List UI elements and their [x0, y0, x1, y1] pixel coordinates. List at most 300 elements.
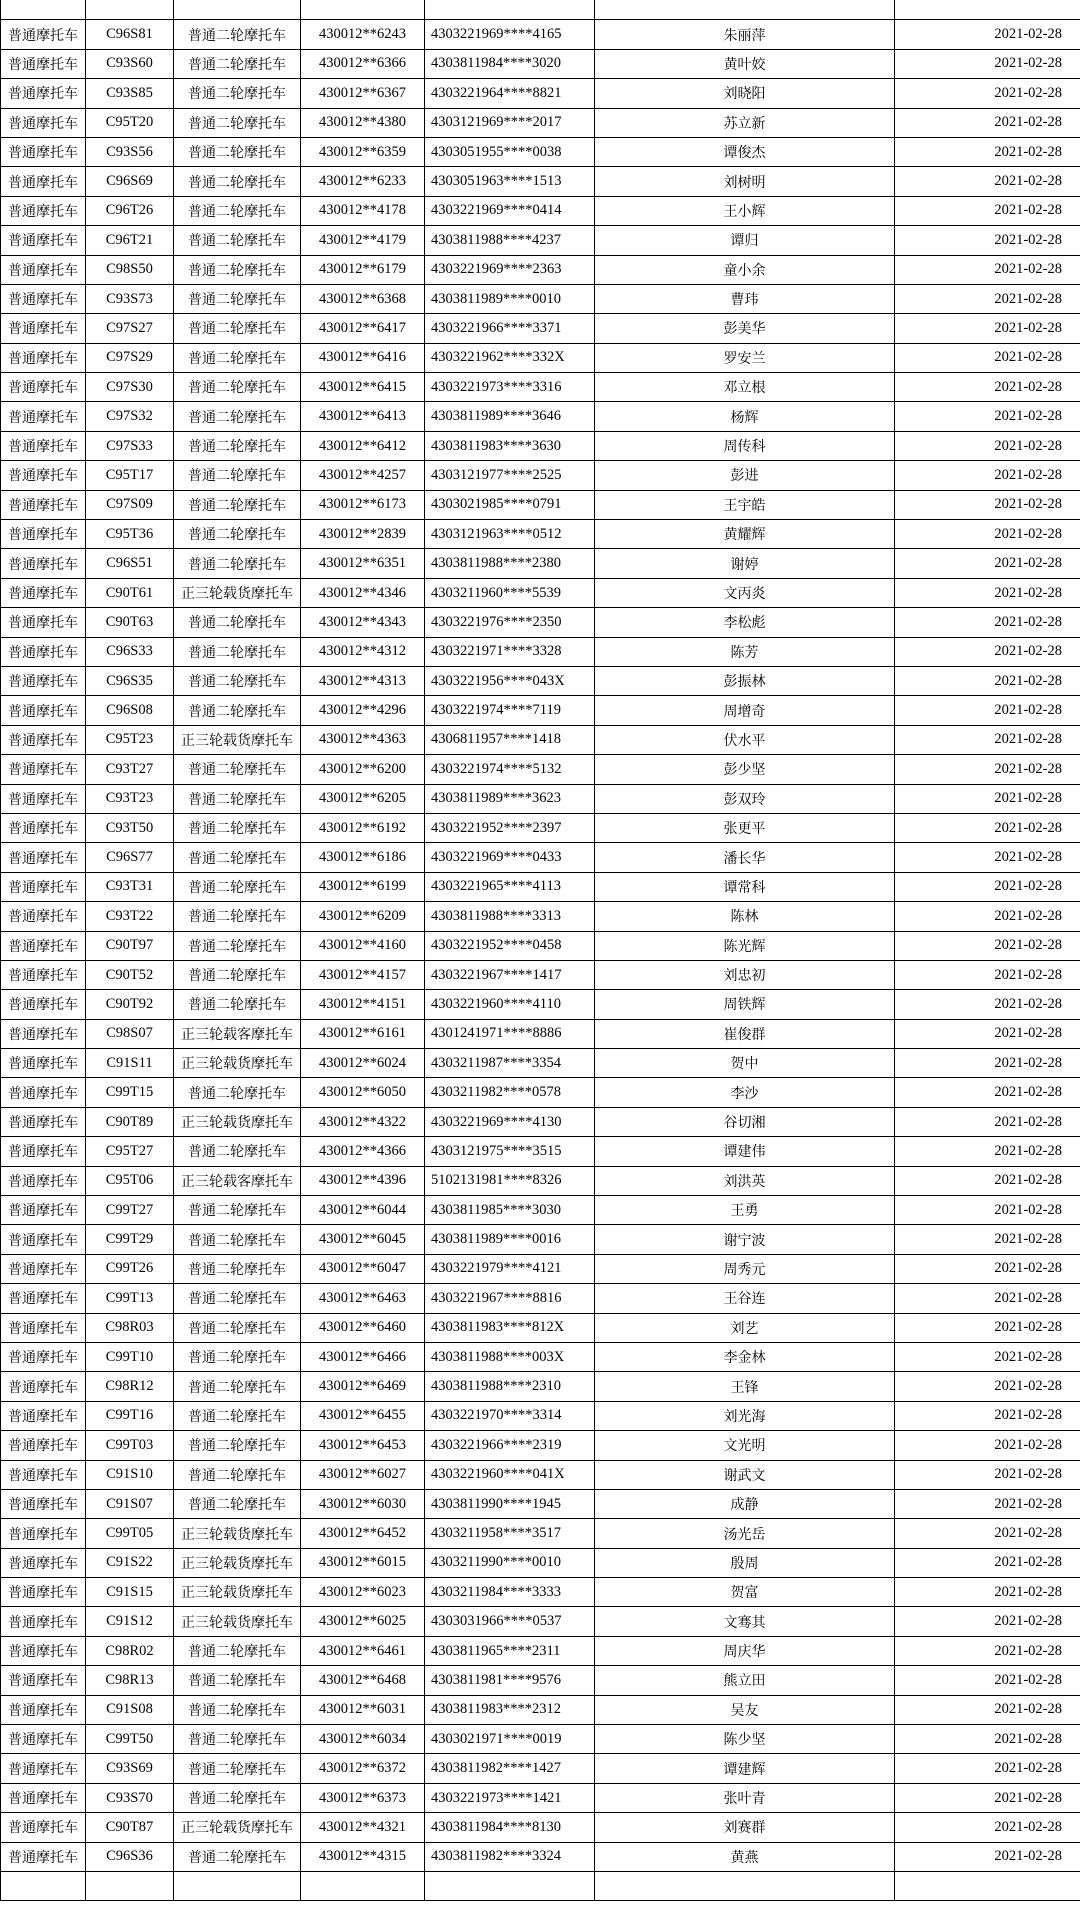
- vehicle-type-cell: 正三轮载货摩托车: [174, 1049, 301, 1078]
- plate-number-cell: 430012**6412: [301, 431, 425, 460]
- license-class-cell: 普通摩托车: [1, 1225, 86, 1254]
- id-number-cell: 4303211990****0010: [425, 1548, 595, 1577]
- plate-number-cell: 430012**6351: [301, 549, 425, 578]
- vehicle-type-cell: 普通二轮摩托车: [174, 1342, 301, 1371]
- exam-session-cell: C99T10: [86, 1342, 174, 1371]
- vehicle-type-cell: 普通二轮摩托车: [174, 784, 301, 813]
- license-class-cell: 普通摩托车: [1, 608, 86, 637]
- plate-number-cell: 430012**6359: [301, 137, 425, 166]
- name-cell: 陈少坚: [595, 1725, 895, 1754]
- exam-date-cell: 2021-02-28: [895, 725, 1080, 754]
- id-number-cell: 4303221967****8816: [425, 1284, 595, 1313]
- vehicle-type-cell: 普通二轮摩托车: [174, 755, 301, 784]
- exam-session-cell: C99T27: [86, 1196, 174, 1225]
- exam-date-cell: 2021-02-28: [895, 520, 1080, 549]
- id-number-cell: 5102131981****8326: [425, 1166, 595, 1195]
- exam-date-cell: 2021-02-28: [895, 1460, 1080, 1489]
- name-cell: 彭少坚: [595, 755, 895, 784]
- table-row: [1, 402, 1080, 431]
- vehicle-type-cell: 普通二轮摩托车: [174, 226, 301, 255]
- vehicle-type-cell: 普通二轮摩托车: [174, 666, 301, 695]
- id-number-cell: 4303221970****3314: [425, 1401, 595, 1430]
- name-cell: 刘艺: [595, 1313, 895, 1342]
- license-class-cell: 普通摩托车: [1, 1519, 86, 1548]
- exam-date-cell: 2021-02-28: [895, 20, 1080, 49]
- table-row: [1, 1313, 1080, 1342]
- exam-session-cell: C90T63: [86, 608, 174, 637]
- id-number-cell: 4303221967****1417: [425, 960, 595, 989]
- vehicle-type-cell: 普通二轮摩托车: [174, 1078, 301, 1107]
- name-cell: 吴友: [595, 1695, 895, 1724]
- table-row: [1, 1284, 1080, 1313]
- license-class-cell: [1, 0, 86, 20]
- exam-date-cell: 2021-02-28: [895, 696, 1080, 725]
- license-class-cell: 普通摩托车: [1, 490, 86, 519]
- table-row: [1, 1460, 1080, 1489]
- exam-date-cell: 2021-02-28: [895, 608, 1080, 637]
- id-number-cell: 4303221962****332X: [425, 343, 595, 372]
- table-row: [1, 1548, 1080, 1577]
- exam-date-cell: 2021-02-28: [895, 990, 1080, 1019]
- exam-date-cell: 2021-02-28: [895, 343, 1080, 372]
- plate-number-cell: 430012**4315: [301, 1842, 425, 1871]
- table-row: [1, 1578, 1080, 1607]
- name-cell: 谷切湘: [595, 1107, 895, 1136]
- id-number-cell: 4303811989****0010: [425, 284, 595, 313]
- vehicle-type-cell: 普通二轮摩托车: [174, 343, 301, 372]
- plate-number-cell: 430012**4380: [301, 108, 425, 137]
- license-class-cell: 普通摩托车: [1, 1107, 86, 1136]
- license-class-cell: 普通摩托车: [1, 1842, 86, 1871]
- plate-number-cell: 430012**6415: [301, 373, 425, 402]
- vehicle-type-cell: 普通二轮摩托车: [174, 167, 301, 196]
- name-cell: 谭建辉: [595, 1754, 895, 1783]
- exam-session-cell: C91S08: [86, 1695, 174, 1724]
- vehicle-type-cell: 普通二轮摩托车: [174, 1137, 301, 1166]
- exam-session-cell: C90T97: [86, 931, 174, 960]
- exam-session-cell: C98R02: [86, 1636, 174, 1665]
- license-class-cell: 普通摩托车: [1, 843, 86, 872]
- license-class-cell: 普通摩托车: [1, 1137, 86, 1166]
- plate-number-cell: 430012**6368: [301, 284, 425, 313]
- exam-date-cell: [895, 0, 1080, 20]
- name-cell: 熊立田: [595, 1666, 895, 1695]
- vehicle-type-cell: 正三轮载货摩托车: [174, 1548, 301, 1577]
- id-number-cell: 4303221952****2397: [425, 813, 595, 842]
- plate-number-cell: 430012**4313: [301, 666, 425, 695]
- name-cell: 周庆华: [595, 1636, 895, 1665]
- table-row: [1, 1254, 1080, 1283]
- id-number-cell: 4303121963****0512: [425, 520, 595, 549]
- table-row: [1, 490, 1080, 519]
- exam-session-cell: C93S69: [86, 1754, 174, 1783]
- license-class-cell: 普通摩托车: [1, 1372, 86, 1401]
- exam-session-cell: C96S69: [86, 167, 174, 196]
- exam-session-cell: C90T89: [86, 1107, 174, 1136]
- exam-session-cell: C98S07: [86, 1019, 174, 1048]
- license-class-cell: 普通摩托车: [1, 1783, 86, 1812]
- exam-session-cell: C96S36: [86, 1842, 174, 1871]
- table-row: [1, 314, 1080, 343]
- exam-session-cell: C95T23: [86, 725, 174, 754]
- vehicle-type-cell: 普通二轮摩托车: [174, 1636, 301, 1665]
- id-number-cell: 4303121969****2017: [425, 108, 595, 137]
- license-class-cell: 普通摩托车: [1, 1049, 86, 1078]
- id-number-cell: 4303221979****4121: [425, 1254, 595, 1283]
- name-cell: 文光明: [595, 1431, 895, 1460]
- name-cell: 王谷连: [595, 1284, 895, 1313]
- exam-date-cell: 2021-02-28: [895, 1372, 1080, 1401]
- exam-date-cell: 2021-02-28: [895, 1401, 1080, 1430]
- table-row: [1, 902, 1080, 931]
- id-number-cell: 4303221969****4130: [425, 1107, 595, 1136]
- exam-date-cell: 2021-02-28: [895, 1842, 1080, 1871]
- id-number-cell: 4303221969****4165: [425, 20, 595, 49]
- license-class-cell: 普通摩托车: [1, 1754, 86, 1783]
- license-class-cell: 普通摩托车: [1, 1431, 86, 1460]
- exam-session-cell: [86, 0, 174, 20]
- exam-session-cell: C95T06: [86, 1166, 174, 1195]
- license-class-cell: 普通摩托车: [1, 1166, 86, 1195]
- table-row: [1, 49, 1080, 78]
- vehicle-type-cell: 普通二轮摩托车: [174, 1725, 301, 1754]
- name-cell: 王勇: [595, 1196, 895, 1225]
- name-cell: 周增奇: [595, 696, 895, 725]
- vehicle-type-cell: 正三轮载货摩托车: [174, 1519, 301, 1548]
- exam-session-cell: C91S12: [86, 1607, 174, 1636]
- vehicle-type-cell: 普通二轮摩托车: [174, 843, 301, 872]
- table-row: [1, 549, 1080, 578]
- table-row: [1, 520, 1080, 549]
- exam-date-cell: 2021-02-28: [895, 402, 1080, 431]
- name-cell: 彭美华: [595, 314, 895, 343]
- vehicle-type-cell: 正三轮载客摩托车: [174, 1166, 301, 1195]
- plate-number-cell: 430012**6034: [301, 1725, 425, 1754]
- exam-session-cell: C99T50: [86, 1725, 174, 1754]
- vehicle-type-cell: 普通二轮摩托车: [174, 1783, 301, 1812]
- plate-number-cell: 430012**4322: [301, 1107, 425, 1136]
- license-class-cell: 普通摩托车: [1, 343, 86, 372]
- name-cell: 崔俊群: [595, 1019, 895, 1048]
- name-cell: 谢宁波: [595, 1225, 895, 1254]
- id-number-cell: 4306811957****1418: [425, 725, 595, 754]
- vehicle-type-cell: 普通二轮摩托车: [174, 461, 301, 490]
- id-number-cell: 4303811983****812X: [425, 1313, 595, 1342]
- license-class-cell: 普通摩托车: [1, 1578, 86, 1607]
- id-number-cell: 4303121977****2525: [425, 461, 595, 490]
- exam-session-cell: [86, 1872, 174, 1901]
- license-class-cell: 普通摩托车: [1, 813, 86, 842]
- exam-session-cell: C95T27: [86, 1137, 174, 1166]
- name-cell: 童小余: [595, 255, 895, 284]
- exam-session-cell: C96S51: [86, 549, 174, 578]
- vehicle-type-cell: 正三轮载货摩托车: [174, 578, 301, 607]
- id-number-cell: 4303221965****4113: [425, 872, 595, 901]
- plate-number-cell: 430012**6416: [301, 343, 425, 372]
- exam-date-cell: [895, 1872, 1080, 1901]
- exam-session-cell: C96S35: [86, 666, 174, 695]
- exam-date-cell: 2021-02-28: [895, 1607, 1080, 1636]
- name-cell: 黄耀辉: [595, 520, 895, 549]
- table-row: [1, 167, 1080, 196]
- name-cell: 刘忠初: [595, 960, 895, 989]
- table-row: [1, 608, 1080, 637]
- table-row: [1, 696, 1080, 725]
- plate-number-cell: 430012**6233: [301, 167, 425, 196]
- id-number-cell: 4303221974****5132: [425, 755, 595, 784]
- exam-date-cell: 2021-02-28: [895, 490, 1080, 519]
- vehicle-type-cell: 普通二轮摩托车: [174, 637, 301, 666]
- id-number-cell: 4301241971****8886: [425, 1019, 595, 1048]
- id-number-cell: 4303221969****0433: [425, 843, 595, 872]
- plate-number-cell: 430012**4343: [301, 608, 425, 637]
- exam-date-cell: 2021-02-28: [895, 49, 1080, 78]
- table-row: [1, 431, 1080, 460]
- vehicle-type-cell: 普通二轮摩托车: [174, 1695, 301, 1724]
- plate-number-cell: 430012**6243: [301, 20, 425, 49]
- exam-date-cell: 2021-02-28: [895, 1431, 1080, 1460]
- plate-number-cell: 430012**6373: [301, 1783, 425, 1812]
- exam-date-cell: 2021-02-28: [895, 1548, 1080, 1577]
- plate-number-cell: 430012**6031: [301, 1695, 425, 1724]
- plate-number-cell: 430012**6413: [301, 402, 425, 431]
- name-cell: 黄叶姣: [595, 49, 895, 78]
- exam-session-cell: C98S50: [86, 255, 174, 284]
- license-class-cell: 普通摩托车: [1, 1725, 86, 1754]
- license-class-cell: 普通摩托车: [1, 255, 86, 284]
- name-cell: 李沙: [595, 1078, 895, 1107]
- license-class-cell: 普通摩托车: [1, 79, 86, 108]
- exam-date-cell: 2021-02-28: [895, 1313, 1080, 1342]
- id-number-cell: 4303221974****7119: [425, 696, 595, 725]
- license-class-cell: 普通摩托车: [1, 167, 86, 196]
- name-cell: 殷周: [595, 1548, 895, 1577]
- name-cell: 杨辉: [595, 402, 895, 431]
- id-number-cell: 4303211984****3333: [425, 1578, 595, 1607]
- vehicle-type-cell: 普通二轮摩托车: [174, 402, 301, 431]
- table-row: [1, 461, 1080, 490]
- id-number-cell: 4303221976****2350: [425, 608, 595, 637]
- id-number-cell: 4303811988****2310: [425, 1372, 595, 1401]
- exam-session-cell: C97S33: [86, 431, 174, 460]
- table-row: [1, 196, 1080, 225]
- name-cell: 张叶青: [595, 1783, 895, 1812]
- table-row: [1, 1666, 1080, 1695]
- table-row: [1, 1225, 1080, 1254]
- exam-date-cell: 2021-02-28: [895, 314, 1080, 343]
- name-cell: 彭双玲: [595, 784, 895, 813]
- plate-number-cell: 430012**6199: [301, 872, 425, 901]
- vehicle-type-cell: 普通二轮摩托车: [174, 520, 301, 549]
- id-number-cell: 4303051963****1513: [425, 167, 595, 196]
- plate-number-cell: 430012**6179: [301, 255, 425, 284]
- license-class-cell: 普通摩托车: [1, 1695, 86, 1724]
- table-row: [1, 1166, 1080, 1195]
- vehicle-type-cell: 普通二轮摩托车: [174, 1842, 301, 1871]
- exam-session-cell: C93S56: [86, 137, 174, 166]
- exam-date-cell: 2021-02-28: [895, 1695, 1080, 1724]
- id-number-cell: 4303031966****0537: [425, 1607, 595, 1636]
- exam-date-cell: 2021-02-28: [895, 373, 1080, 402]
- vehicle-type-cell: 普通二轮摩托车: [174, 1284, 301, 1313]
- vehicle-type-cell: 普通二轮摩托车: [174, 1666, 301, 1695]
- exam-date-cell: 2021-02-28: [895, 1783, 1080, 1812]
- license-class-cell: 普通摩托车: [1, 725, 86, 754]
- vehicle-type-cell: 正三轮载货摩托车: [174, 1578, 301, 1607]
- id-number-cell: 4303811990****1945: [425, 1489, 595, 1518]
- exam-session-cell: C91S07: [86, 1489, 174, 1518]
- plate-number-cell: 430012**4366: [301, 1137, 425, 1166]
- table-row: [1, 108, 1080, 137]
- id-number-cell: 4303811988****2380: [425, 549, 595, 578]
- plate-number-cell: 430012**6161: [301, 1019, 425, 1048]
- license-class-cell: 普通摩托车: [1, 314, 86, 343]
- exam-date-cell: 2021-02-28: [895, 1078, 1080, 1107]
- exam-session-cell: C99T05: [86, 1519, 174, 1548]
- license-class-cell: 普通摩托车: [1, 1254, 86, 1283]
- table-row: [1, 343, 1080, 372]
- id-number-cell: 4303811989****0016: [425, 1225, 595, 1254]
- name-cell: 谭建伟: [595, 1137, 895, 1166]
- name-cell: 文骞其: [595, 1607, 895, 1636]
- plate-number-cell: 430012**6173: [301, 490, 425, 519]
- vehicle-type-cell: 普通二轮摩托车: [174, 137, 301, 166]
- name-cell: 贺中: [595, 1049, 895, 1078]
- vehicle-type-cell: 普通二轮摩托车: [174, 373, 301, 402]
- exam-date-cell: 2021-02-28: [895, 1166, 1080, 1195]
- plate-number-cell: 430012**6417: [301, 314, 425, 343]
- name-cell: 贺富: [595, 1578, 895, 1607]
- license-class-cell: 普通摩托车: [1, 578, 86, 607]
- table-row: [1, 1107, 1080, 1136]
- license-class-cell: 普通摩托车: [1, 902, 86, 931]
- exam-date-cell: 2021-02-28: [895, 666, 1080, 695]
- id-number-cell: [425, 0, 595, 20]
- exam-date-cell: 2021-02-28: [895, 902, 1080, 931]
- exam-date-cell: 2021-02-28: [895, 1725, 1080, 1754]
- id-number-cell: 4303221956****043X: [425, 666, 595, 695]
- exam-session-cell: C97S29: [86, 343, 174, 372]
- table-row: [1, 1519, 1080, 1548]
- exam-session-cell: C91S10: [86, 1460, 174, 1489]
- name-cell: 潘长华: [595, 843, 895, 872]
- exam-session-cell: C99T13: [86, 1284, 174, 1313]
- table-row: [1, 255, 1080, 284]
- license-class-cell: 普通摩托车: [1, 20, 86, 49]
- id-number-cell: 4303211982****0578: [425, 1078, 595, 1107]
- table-row: [1, 931, 1080, 960]
- name-cell: 曹玮: [595, 284, 895, 313]
- vehicle-type-cell: 正三轮载货摩托车: [174, 1107, 301, 1136]
- vehicle-type-cell: 普通二轮摩托车: [174, 1254, 301, 1283]
- id-number-cell: 4303811982****1427: [425, 1754, 595, 1783]
- exam-date-cell: 2021-02-28: [895, 1666, 1080, 1695]
- exam-session-cell: C99T29: [86, 1225, 174, 1254]
- table-row: [1, 1636, 1080, 1665]
- plate-number-cell: 430012**6015: [301, 1548, 425, 1577]
- plate-number-cell: 430012**6453: [301, 1431, 425, 1460]
- vehicle-type-cell: 普通二轮摩托车: [174, 813, 301, 842]
- table-row: [1, 1401, 1080, 1430]
- license-class-cell: 普通摩托车: [1, 49, 86, 78]
- exam-session-cell: C93T23: [86, 784, 174, 813]
- exam-session-cell: C90T87: [86, 1813, 174, 1842]
- exam-session-cell: C98R03: [86, 1313, 174, 1342]
- plate-number-cell: 430012**6461: [301, 1636, 425, 1665]
- table-row: [1, 1137, 1080, 1166]
- table-row: [1, 79, 1080, 108]
- id-number-cell: 4303811983****2312: [425, 1695, 595, 1724]
- id-number-cell: 4303051955****0038: [425, 137, 595, 166]
- license-class-cell: 普通摩托车: [1, 1813, 86, 1842]
- exam-date-cell: 2021-02-28: [895, 813, 1080, 842]
- id-number-cell: 4303811981****9576: [425, 1666, 595, 1695]
- plate-number-cell: 430012**4257: [301, 461, 425, 490]
- name-cell: [595, 1872, 895, 1901]
- exam-date-cell: 2021-02-28: [895, 549, 1080, 578]
- table-row: [1, 1078, 1080, 1107]
- license-class-cell: 普通摩托车: [1, 1342, 86, 1371]
- id-number-cell: 4303221973****3316: [425, 373, 595, 402]
- exam-session-cell: C93S70: [86, 1783, 174, 1812]
- vehicle-type-cell: 普通二轮摩托车: [174, 79, 301, 108]
- id-number-cell: [425, 1872, 595, 1901]
- plate-number-cell: 430012**6023: [301, 1578, 425, 1607]
- id-number-cell: 4303221966****3371: [425, 314, 595, 343]
- exam-date-cell: 2021-02-28: [895, 196, 1080, 225]
- plate-number-cell: [301, 0, 425, 20]
- license-class-cell: 普通摩托车: [1, 284, 86, 313]
- plate-number-cell: 430012**4157: [301, 960, 425, 989]
- exam-date-cell: 2021-02-28: [895, 1813, 1080, 1842]
- name-cell: 苏立新: [595, 108, 895, 137]
- vehicle-type-cell: 普通二轮摩托车: [174, 1754, 301, 1783]
- plate-number-cell: 430012**6466: [301, 1342, 425, 1371]
- license-class-cell: 普通摩托车: [1, 108, 86, 137]
- name-cell: 谢武文: [595, 1460, 895, 1489]
- vehicle-type-cell: 普通二轮摩托车: [174, 1401, 301, 1430]
- plate-number-cell: 430012**4363: [301, 725, 425, 754]
- license-class-cell: 普通摩托车: [1, 1460, 86, 1489]
- plate-number-cell: 430012**6205: [301, 784, 425, 813]
- name-cell: 朱丽萍: [595, 20, 895, 49]
- license-class-cell: 普通摩托车: [1, 1401, 86, 1430]
- id-number-cell: 4303811988****3313: [425, 902, 595, 931]
- plate-number-cell: 430012**6186: [301, 843, 425, 872]
- plate-number-cell: 430012**6047: [301, 1254, 425, 1283]
- name-cell: 黄燕: [595, 1842, 895, 1871]
- exam-date-cell: 2021-02-28: [895, 755, 1080, 784]
- exam-date-cell: 2021-02-28: [895, 1196, 1080, 1225]
- id-number-cell: 4303221969****0414: [425, 196, 595, 225]
- plate-number-cell: 430012**4396: [301, 1166, 425, 1195]
- plate-number-cell: 430012**6209: [301, 902, 425, 931]
- plate-number-cell: 430012**6452: [301, 1519, 425, 1548]
- id-number-cell: 4303811982****3324: [425, 1842, 595, 1871]
- id-number-cell: 4303221952****0458: [425, 931, 595, 960]
- vehicle-type-cell: 普通二轮摩托车: [174, 1313, 301, 1342]
- id-number-cell: 4303811983****3630: [425, 431, 595, 460]
- exam-date-cell: 2021-02-28: [895, 872, 1080, 901]
- plate-number-cell: 430012**4296: [301, 696, 425, 725]
- license-class-cell: 普通摩托车: [1, 1313, 86, 1342]
- exam-date-cell: 2021-02-28: [895, 843, 1080, 872]
- exam-session-cell: C99T26: [86, 1254, 174, 1283]
- table-row: [1, 226, 1080, 255]
- exam-session-cell: C96S08: [86, 696, 174, 725]
- license-class-cell: 普通摩托车: [1, 1489, 86, 1518]
- license-class-cell: 普通摩托车: [1, 402, 86, 431]
